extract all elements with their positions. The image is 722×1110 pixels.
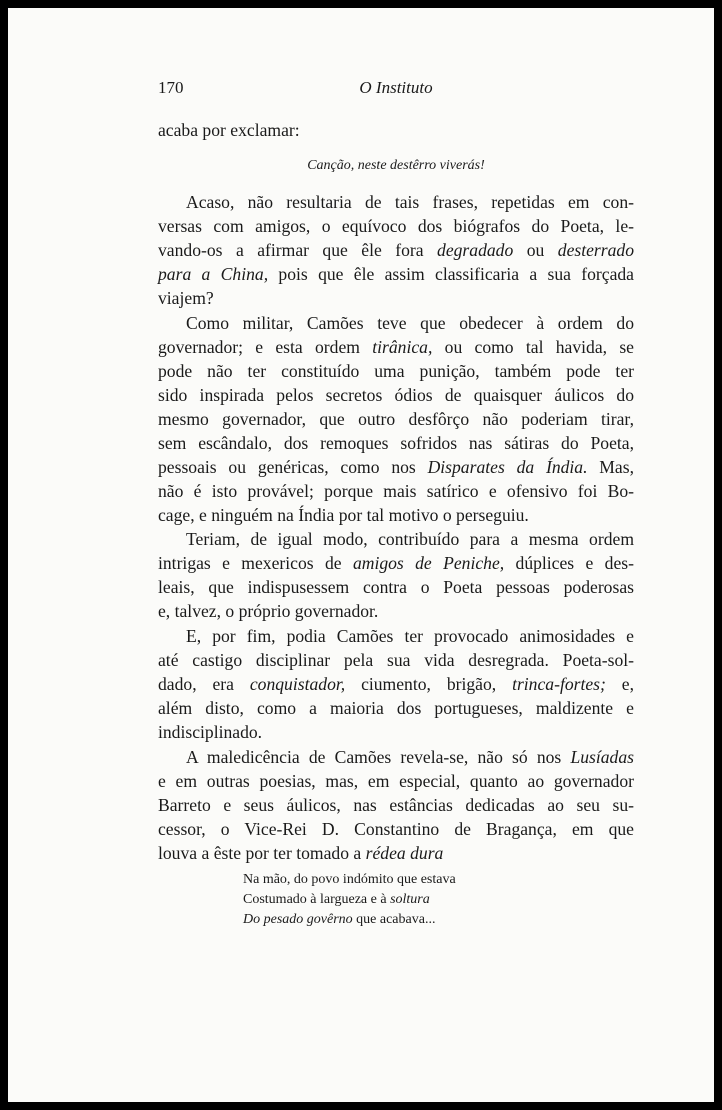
intro-line: acaba por exclamar: (158, 120, 300, 140)
text-line: A maledicência de Camões revela-se, não só nos Lusíadas (186, 747, 634, 767)
text-line: viajem? (158, 288, 214, 308)
text-line: até castigo disciplinar pela sua vida desregrada. Poeta-sol- (158, 650, 634, 670)
verse-line: Na mão, do povo indómito que estava (243, 872, 456, 887)
text-line: não é isto provável; porque mais satírico e ofensivo foi Bo- (158, 481, 634, 501)
book-page (8, 8, 714, 1102)
page-header (158, 78, 634, 102)
text-line: sido inspirada pelos secretos ódios de quaisquer áulicos do (158, 385, 634, 405)
verse-line: Do pesado govêrno que acabava... (243, 912, 436, 927)
text-line: leais, que indispusessem contra o Poeta pessoas poderosas (158, 577, 634, 597)
epigraph: Canção, neste destêrro viverás! (307, 158, 485, 173)
text-line: sem escândalo, dos remoques sofridos nas sátiras do Poeta, (158, 433, 634, 453)
text-line: Como militar, Camões teve que obedecer à ordem do (186, 313, 634, 333)
text-line: pessoais ou genéricas, como nos Disparates da Índia. Mas, (158, 457, 634, 477)
text-line: louva a êste por ter tomado a rédea dura (158, 843, 444, 863)
text-line: Acaso, não resultaria de tais frases, repetidas em con- (186, 192, 634, 212)
text-line: Teriam, de igual modo, contribuído para a mesma ordem (186, 529, 634, 549)
text-line: e, talvez, o próprio governador. (158, 601, 379, 621)
page-number: 170 (158, 78, 184, 97)
text-line: para a China, pois que êle assim classificaria a sua forçada (158, 264, 634, 284)
text-line: pode não ter constituído uma punição, também pode ter (158, 361, 634, 381)
text-line: indisciplinado. (158, 722, 263, 742)
text-line: e em outras poesias, mas, em especial, quanto ao governador (158, 771, 634, 791)
running-title: O Instituto (359, 78, 433, 97)
text-line: intrigas e mexericos de amigos de Peniche, dúplices e des- (158, 553, 634, 573)
text-line: governador; e esta ordem tirânica, ou como tal havida, se (158, 337, 634, 357)
text-line: vando-os a afirmar que êle fora degradado ou desterrado (158, 240, 634, 260)
text-line: Barreto e seus áulicos, nas estâncias dedicadas ao seu su- (158, 795, 634, 815)
text-line: cage, e ninguém na Índia por tal motivo o perseguiu. (158, 505, 529, 525)
text-line: versas com amigos, o equívoco dos biógrafos do Poeta, le- (158, 216, 634, 236)
text-line: dado, era conquistador, ciumento, brigão, trinca-fortes; e, (158, 674, 634, 694)
text-line: cessor, o Vice-Rei D. Constantino de Bragança, em que (158, 819, 634, 839)
text-line: além disto, como a maioria dos portugueses, maldizente e (158, 698, 634, 718)
text-line: mesmo governador, que outro desfôrço não poderiam tirar, (158, 409, 634, 429)
verse-line: Costumado à largueza e à soltura (243, 892, 430, 907)
text-line: E, por fim, podia Camões ter provocado animosidades e (186, 626, 634, 646)
